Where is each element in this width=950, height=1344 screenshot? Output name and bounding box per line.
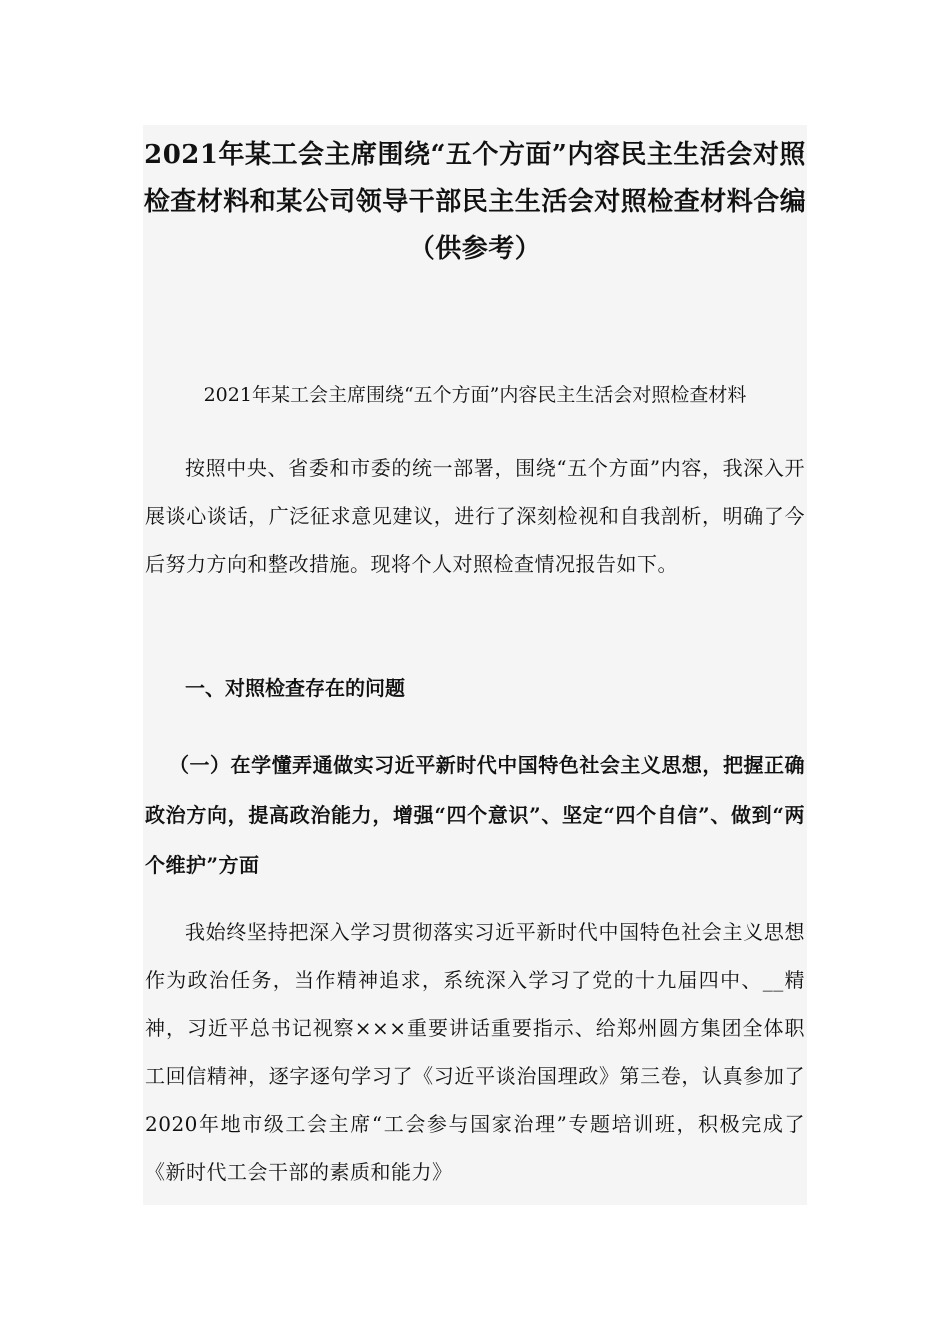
document-title: 2021年某工会主席围绕“五个方面”内容民主生活会对照检查材料和某公司领导干部民主生活会对照检查材料合编（供参考） bbox=[143, 140, 807, 264]
section-title: 2021年某工会主席围绕“五个方面”内容民主生活会对照检查材料 bbox=[203, 384, 747, 406]
intro-paragraph: 按照中央、省委和市委的统一部署，围绕“五个方面”内容，我深入开展谈心谈话，广泛征求意见建议，进行了深刻检视和自我剖析，明确了今后努力方向和整改措施。现将个人对照检查情况报告如下。 bbox=[145, 456, 805, 576]
body-paragraph: 我始终坚持把深入学习贯彻落实习近平新时代中国特色社会主义思想作为政治任务，当作精神追求，系统深入学习了党的十九届四中、__精神，习近平总书记视察×××重要讲话重要指示、给郑州圆方集团全体职工回信精神，逐字逐句学习了《习近平谈治国理政》第三卷，认真参加了2020年地市级工会主席“工会参与国家治理”专题培训班，积极完成了《新时代工会干部的素质和能力》 bbox=[145, 920, 805, 1184]
heading-problems: 一、对照检查存在的问题 bbox=[185, 676, 405, 700]
sub-heading-1: （一）在学懂弄通做实习近平新时代中国特色社会主义思想，把握正确政治方向，提高政治能力，增强“四个意识”、坚定“四个自信”、做到“两个维护”方面 bbox=[145, 753, 805, 877]
